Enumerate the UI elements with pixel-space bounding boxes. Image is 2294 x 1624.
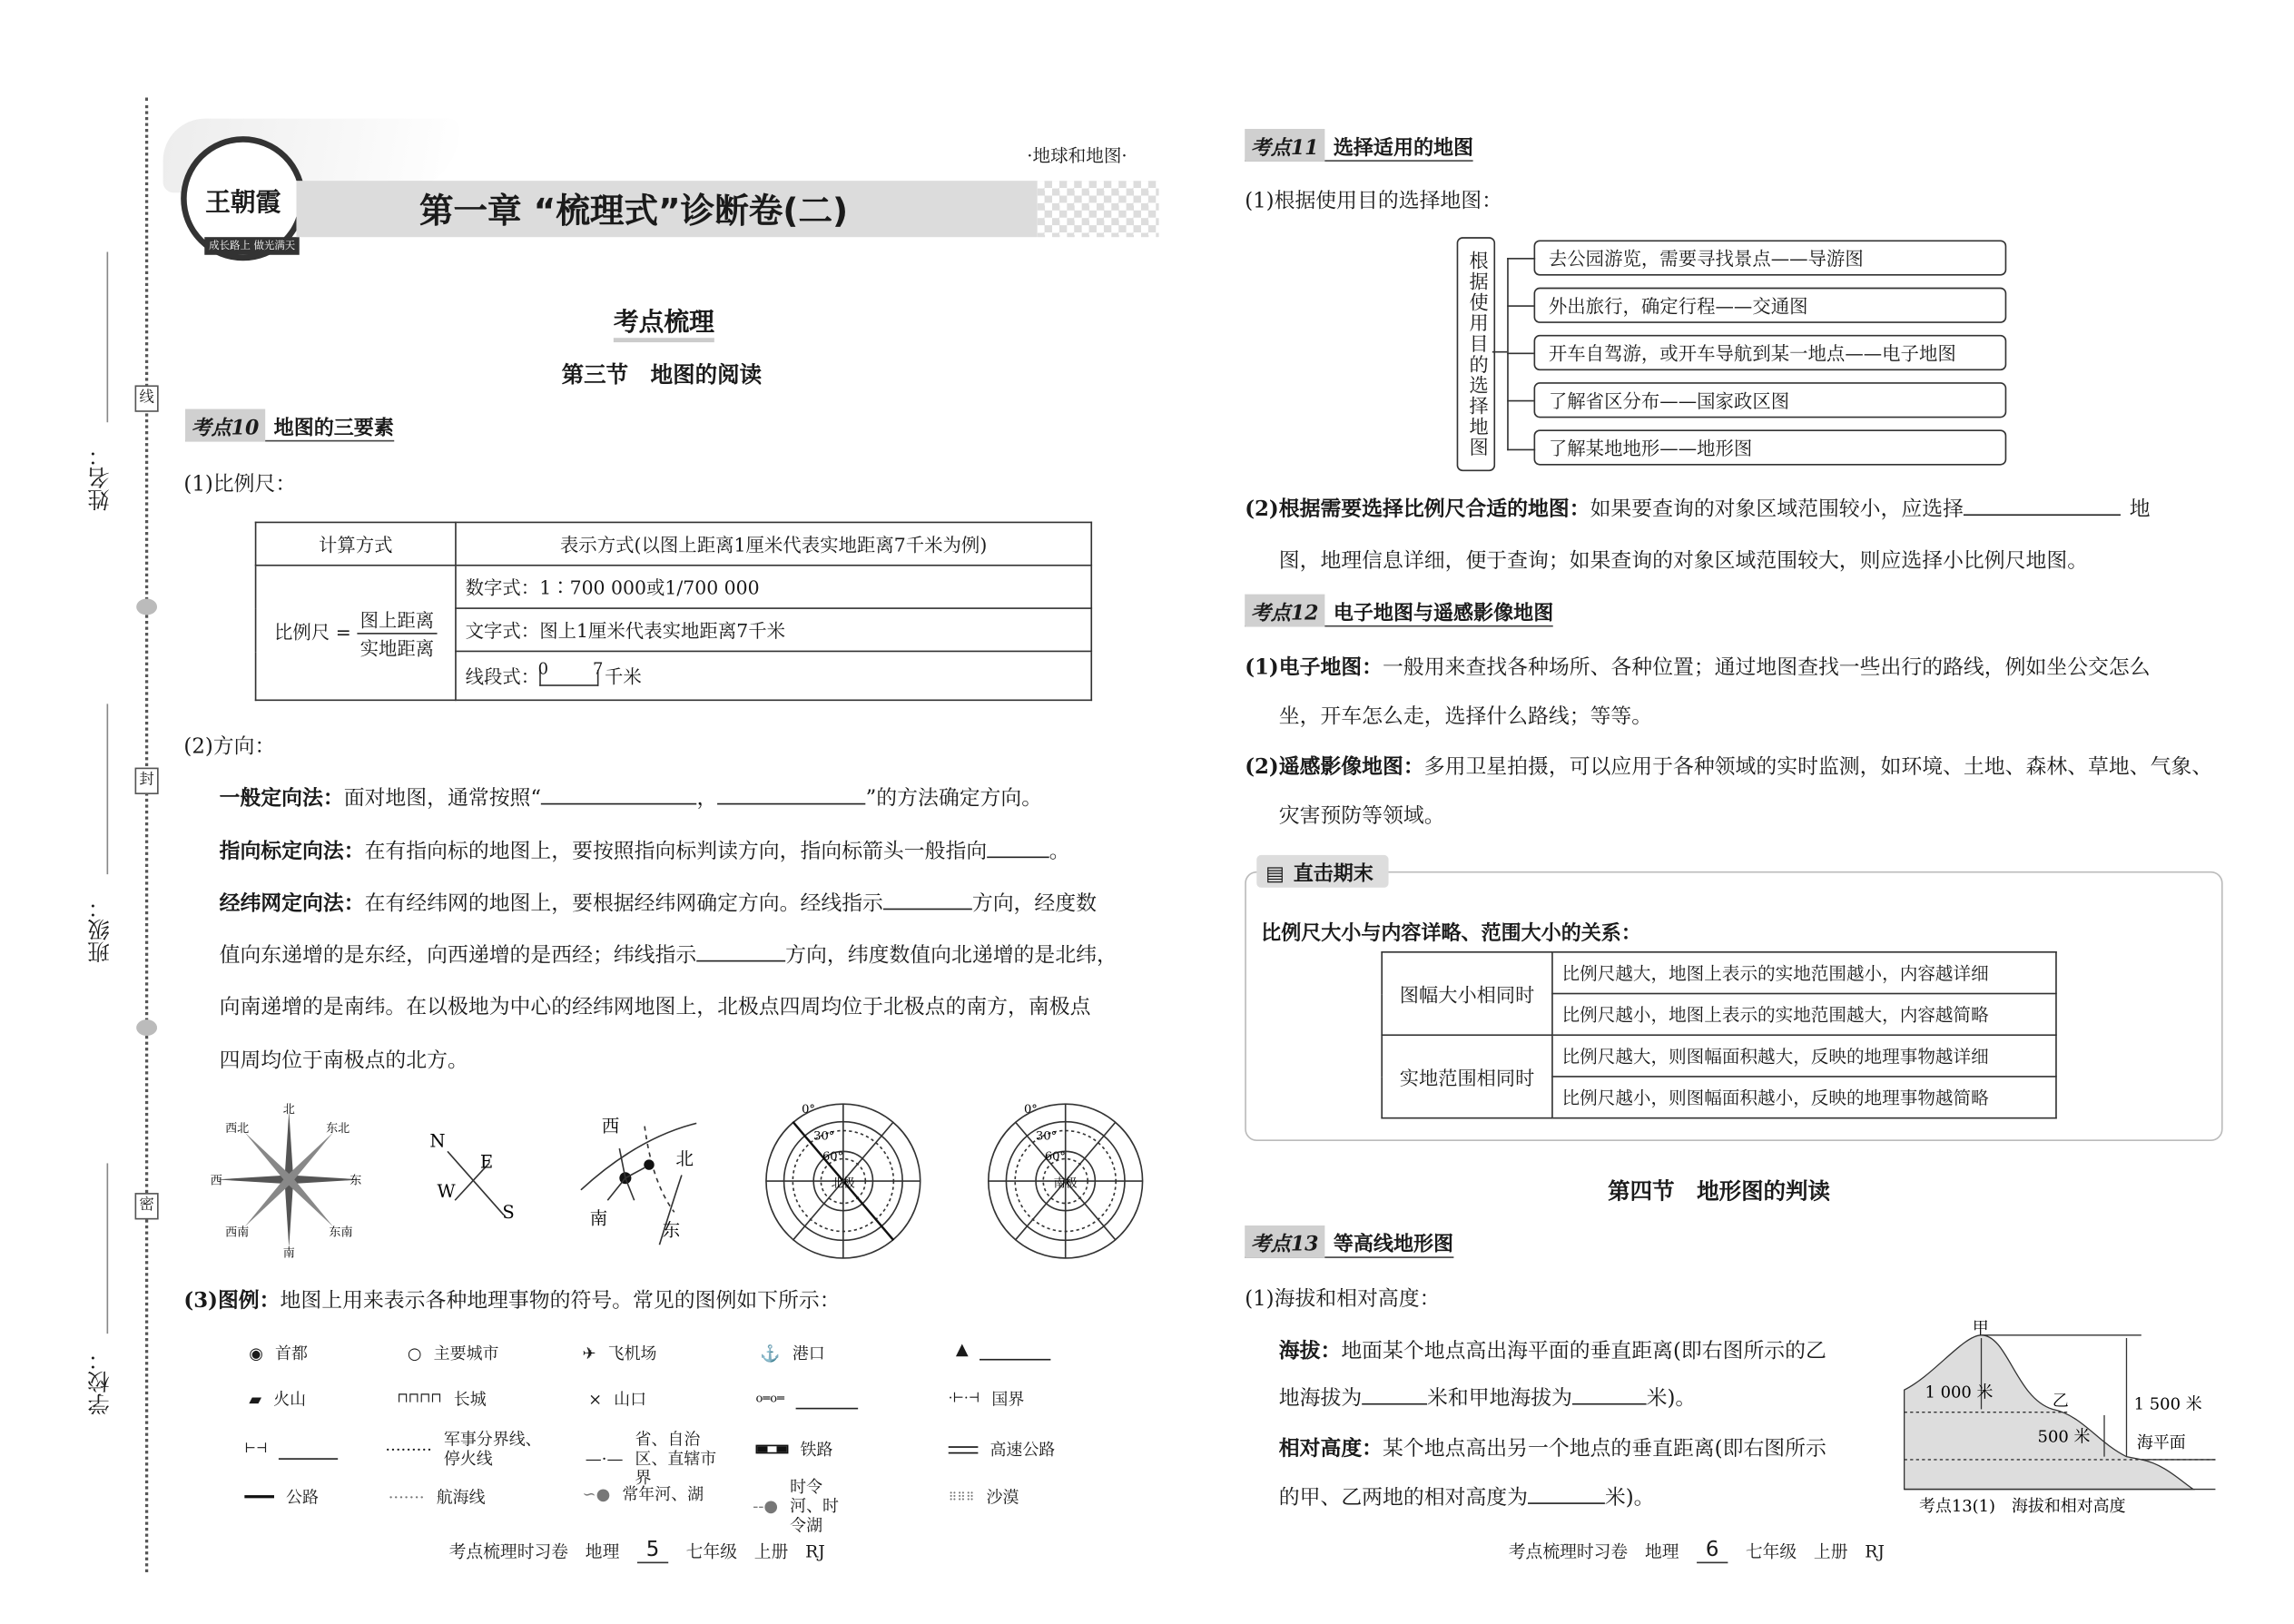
kp10-badge	[185, 410, 394, 441]
altitude-p2-l2	[1279, 1481, 1655, 1511]
legend-greatwall	[397, 1387, 486, 1411]
seal-mark-feng: 封	[135, 768, 159, 794]
answer-blank[interactable]	[280, 1437, 339, 1459]
legend-expressway	[949, 1437, 1056, 1461]
label-yi: 乙	[2052, 1392, 2069, 1412]
line-form	[456, 651, 1091, 700]
text: 如果要查询的对象区域范围较小，应选择	[1590, 497, 1964, 522]
footer-text: 七年级 上册 RJ	[685, 1540, 825, 1561]
label-1500m: 1 500 米	[2133, 1394, 2202, 1414]
text: 多用卫星拍摄，可以应用于各种领域的实时监测，如环境、土地、森林、草地、气象、	[1423, 755, 2213, 780]
direction-pointer	[220, 836, 1070, 866]
cross-w: W	[437, 1180, 456, 1202]
legend-text: 主要城市	[433, 1343, 499, 1363]
legend-river	[583, 1481, 704, 1505]
label-500m: 500 米	[2037, 1427, 2091, 1447]
term: 海拔：	[1278, 1339, 1342, 1363]
brand-logo-text: 王朝霞	[205, 187, 281, 218]
arrow-n: 北	[675, 1148, 694, 1170]
book-icon: ▤	[1265, 862, 1285, 887]
text: 值向东递增的是东经，向西递增的是西经；纬线指示	[219, 943, 697, 968]
emap-l2: 坐，开车怎么走，选择什么路线；等等。	[1278, 705, 1653, 730]
undetermined-border-icon: ⊢⊣	[244, 1441, 268, 1456]
school-line	[107, 1163, 109, 1334]
denominator: 实地距离	[359, 636, 435, 659]
tree-connector	[1507, 353, 1533, 355]
checker-decoration	[1038, 181, 1159, 237]
volcano-icon: ▰	[249, 1389, 262, 1409]
legend-text: 国界	[991, 1390, 1025, 1410]
direction-general	[220, 782, 1043, 812]
class-line	[107, 704, 109, 874]
altitude-p1-l1	[1279, 1335, 1826, 1365]
term: 指向标定向法：	[219, 840, 365, 864]
airplane-icon: ✈	[582, 1343, 596, 1363]
school-label: 学校：	[85, 1348, 113, 1415]
text: 某个地点高出另一个地点的垂直距离(即右图所示	[1383, 1437, 1826, 1462]
legend-text: 山口	[614, 1390, 647, 1410]
text: 在有经纬网的地图上，要根据经纬网确定方向。经线指示	[364, 891, 883, 916]
legend-text: 公路	[286, 1487, 319, 1508]
line-form-prefix: 线段式：	[465, 664, 540, 688]
seal-mark-xian: 线	[135, 385, 159, 411]
scale-bar-unit: 千米	[605, 664, 642, 688]
kp10-title: 地图的三要素	[273, 416, 394, 440]
seal-mark-mi: 密	[135, 1193, 159, 1219]
legend-border	[949, 1387, 1025, 1411]
purpose-item: 了解某地地形——地形图	[1534, 429, 2007, 465]
legend-undetermined	[244, 1437, 339, 1459]
answer-blank[interactable]	[696, 940, 785, 961]
border-line-icon: ·⊢·⊣	[948, 1391, 980, 1407]
name-label: 姓名：	[85, 444, 113, 512]
legend-city	[408, 1341, 499, 1364]
scale-choice-l1	[1245, 494, 2150, 524]
section-heading: 考点梳理	[614, 300, 714, 342]
tree-connector	[1507, 400, 1533, 402]
legend-railway	[756, 1437, 833, 1461]
page-number: 6	[1697, 1538, 1728, 1563]
purpose-item: 了解省区分布——国家政区图	[1534, 382, 2007, 418]
text: 地面某个地点高出海平面的垂直距离(即右图所示的乙	[1341, 1339, 1826, 1363]
text: ”的方法确定方向。	[865, 786, 1043, 811]
desert-icon: ⠿⠿⠿	[948, 1490, 975, 1504]
page-number: 5	[637, 1538, 668, 1563]
polar1-deg60: 60°	[822, 1150, 844, 1165]
legend-intro	[183, 1284, 840, 1314]
arrow-e: 东	[662, 1219, 681, 1241]
scale-label: (1)比例尺：	[183, 472, 297, 497]
south-polar-grid-diagram	[986, 1101, 1146, 1261]
pointer-arrow-diagram	[578, 1108, 712, 1245]
term: (2)遥感影像地图：	[1245, 755, 1424, 780]
arrow-s: 南	[589, 1207, 608, 1229]
altitude-label: (1)海拔和相对高度：	[1245, 1287, 1441, 1312]
name-line	[107, 252, 109, 423]
rose-nw: 西北	[225, 1122, 250, 1137]
kp12-badge	[1245, 595, 1553, 626]
direction-grid-l4: 四周均位于南极点的北方。	[219, 1048, 468, 1073]
text: 米和甲地海拔为	[1427, 1386, 1572, 1412]
final-exam-tab-text: 直击期末	[1293, 862, 1373, 887]
legend-text: 铁路	[800, 1440, 833, 1460]
legend-volcano	[249, 1387, 306, 1411]
altitude-figure	[1905, 1319, 2216, 1517]
relationship-row: 比例尺越大，则图幅面积越大，反映的地理事物越详细	[1552, 1035, 2056, 1077]
legend-capital	[249, 1341, 308, 1364]
legend-text: 军事分界线、停火线	[443, 1430, 542, 1469]
purpose-root-box	[1457, 237, 1495, 471]
purpose-item: 开车自驾游，或开车导航到某一地点——电子地图	[1534, 335, 2007, 370]
text: 方向，纬度数值向北递增的是北纬，	[785, 943, 1117, 968]
text: 米)。	[1604, 1486, 1655, 1511]
legend-road	[244, 1485, 319, 1509]
road-icon	[244, 1495, 274, 1498]
text: 。	[1049, 840, 1070, 864]
section4-heading: 第四节 地形图的判读	[1608, 1177, 1831, 1206]
answer-blank[interactable]	[987, 836, 1049, 858]
legend-text: 省、自治区、直辖市界	[635, 1430, 717, 1488]
altitude-p1-l2	[1279, 1383, 1696, 1412]
page-title: 第一章 “梳理式”诊断卷(二)	[418, 192, 849, 231]
text: 米)。	[1646, 1386, 1697, 1412]
footer-text: 七年级 上册 RJ	[1745, 1540, 1885, 1561]
text: 地	[2129, 497, 2151, 522]
altitude-p2-l1	[1279, 1433, 1826, 1463]
text: 地海拔为	[1278, 1386, 1363, 1412]
scale-bar-zero: 0	[537, 659, 549, 679]
purpose-item: 外出旅行，确定行程——交通图	[1534, 288, 2007, 323]
railway-icon	[756, 1445, 789, 1454]
emap-l1	[1245, 652, 2150, 682]
kp11-tag: 考点11	[1245, 129, 1324, 162]
legend-text: 首都	[274, 1343, 308, 1363]
term: (2)根据需要选择比例尺合适的地图：	[1245, 497, 1590, 522]
direction-grid-l2	[220, 940, 1117, 969]
legend-peak	[956, 1338, 1051, 1360]
text: ，	[696, 786, 718, 811]
scale-bar-seven: 7	[592, 659, 604, 679]
legend-text: 时令河、时令湖	[790, 1477, 840, 1536]
legend-airport	[583, 1341, 657, 1364]
binding-dotted-line	[145, 98, 148, 1572]
cross-n: N	[429, 1130, 446, 1152]
legend-seasonal	[753, 1478, 849, 1536]
kp13-title: 等高线地形图	[1333, 1233, 1454, 1257]
brand-slogan-banner: 成长路上 做光满天	[204, 237, 300, 255]
answer-blank[interactable]	[541, 782, 696, 804]
legend-label: (3)图例：	[183, 1289, 281, 1314]
sea-route-icon: ·······	[388, 1487, 425, 1507]
scale-table-header-form: 表示方式(以图上距离1厘米代表实地距离7千米为例)	[456, 522, 1091, 565]
legend-text: 长城	[453, 1390, 487, 1410]
mountain-pass-icon: ×	[588, 1389, 603, 1409]
formula-fraction	[357, 605, 437, 660]
river-lake-icon: ∽●	[582, 1483, 611, 1504]
relationship-row: 比例尺越小，则图幅面积越小，反映的地理事物越简略	[1552, 1077, 2056, 1118]
legend-province	[586, 1430, 727, 1488]
legend-sea-route	[389, 1485, 486, 1509]
legend-text: 港口	[792, 1343, 825, 1363]
legend-text: 航海线	[436, 1487, 486, 1508]
relationship-row: 比例尺越大，地图上表示的实地范围越小，内容越详细	[1552, 952, 2056, 994]
kp11-badge	[1245, 131, 1473, 162]
kp12-tag: 考点12	[1245, 595, 1324, 627]
formula-prefix: 比例尺 =	[274, 620, 351, 643]
legend-pass	[588, 1387, 646, 1411]
rose-sw: 西南	[225, 1225, 250, 1240]
footer-text: 考点梳理时习卷 地理	[1508, 1540, 1679, 1561]
answer-blank[interactable]	[1964, 494, 2121, 516]
section-tag: ·地球和地图·	[1027, 144, 1127, 166]
term: 经纬网定向法：	[219, 891, 365, 916]
legend-text: 常年河、湖	[622, 1484, 704, 1504]
final-exam-tab	[1256, 855, 1388, 888]
tree-connector	[1507, 305, 1533, 307]
label-1000m: 1 000 米	[1925, 1383, 1994, 1403]
swirl-icon	[136, 1019, 157, 1036]
relationship-row: 比例尺越小，地图上表示的实地范围越大，内容越简略	[1552, 994, 2056, 1036]
scale-formula-cell	[256, 566, 456, 701]
legend-text: 火山	[273, 1390, 307, 1410]
kp13-tag: 考点13	[1245, 1225, 1324, 1258]
cross-s: S	[502, 1201, 515, 1223]
polar2-deg30: 30°	[1036, 1129, 1058, 1144]
kp12-title: 电子地图与遥感影像地图	[1333, 601, 1554, 625]
rose-se: 东南	[329, 1225, 353, 1240]
answer-blank[interactable]	[980, 1338, 1051, 1360]
polar1-deg30: 30°	[813, 1129, 835, 1144]
legend-blank-symbol	[756, 1387, 859, 1409]
term: 一般定向法：	[219, 786, 344, 811]
rose-w: 西	[210, 1174, 222, 1188]
term: (1)电子地图：	[1245, 656, 1383, 681]
scale-bar	[537, 659, 604, 686]
scale-relationship-table	[1381, 951, 2056, 1118]
text: 一般用来查找各种场所、各种位置；通过地图查找一些出行的路线，例如坐公交怎么	[1383, 656, 2151, 681]
scale-table-header-calc: 计算方式	[256, 522, 456, 565]
rose-e: 东	[350, 1174, 362, 1188]
polar2-deg0: 0°	[1023, 1102, 1038, 1117]
answer-blank[interactable]	[883, 888, 972, 910]
left-footer	[449, 1538, 825, 1563]
dotted-line-icon: ·········	[385, 1439, 432, 1460]
capital-icon: ◉	[249, 1343, 263, 1363]
legend-text: 沙漠	[986, 1487, 1019, 1508]
rose-ne: 东北	[326, 1122, 350, 1137]
group-label: 图幅大小相同时	[1382, 952, 1552, 1035]
purpose-root-text: 根据使用目的选择地图	[1464, 250, 1488, 458]
answer-blank[interactable]	[717, 782, 865, 804]
direction-grid-l1	[220, 888, 1097, 918]
dam-symbol-icon: o═o═	[755, 1391, 784, 1405]
cross-e: E	[479, 1151, 494, 1173]
answer-blank[interactable]	[1572, 1383, 1647, 1404]
swirl-icon	[136, 598, 157, 615]
final-exam-title: 比例尺大小与内容详略、范围大小的关系：	[1261, 921, 1641, 946]
direction-cross-diagram	[422, 1127, 526, 1230]
seasonal-river-icon: ‐‐●	[753, 1496, 779, 1516]
text: 方向，经度数	[971, 891, 1097, 916]
answer-blank[interactable]	[1362, 1383, 1427, 1404]
polar1-deg0: 0°	[802, 1102, 815, 1117]
legend-port	[760, 1341, 824, 1364]
legend-text: 高速公路	[989, 1440, 1056, 1460]
rose-s: 南	[282, 1246, 295, 1261]
tree-connector	[1492, 351, 1507, 353]
polar2-deg60: 60°	[1044, 1150, 1066, 1165]
kp13-badge	[1245, 1227, 1453, 1258]
section-subheading: 第三节 地图的阅读	[561, 361, 763, 389]
anchor-icon: ⚓	[760, 1343, 781, 1363]
polar1-center: 北极	[831, 1176, 855, 1191]
kp11-title: 选择适用的地图	[1333, 136, 1474, 161]
footer-text: 考点梳理时习卷 地理	[448, 1540, 620, 1561]
kp10-tag: 考点10	[185, 409, 265, 442]
text: 面对地图，通常按照“	[343, 786, 542, 811]
group-label: 实地范围相同时	[1382, 1035, 1552, 1117]
class-label: 班级：	[85, 896, 113, 964]
purpose-item: 去公园游览，需要寻找景点——导游图	[1534, 240, 2007, 275]
rose-n: 北	[282, 1102, 295, 1117]
scale-choice-l2: 图，地理信息详细，便于查询；如果查询的对象区域范围较大，则应选择小比例尺地图。	[1278, 549, 2089, 574]
arrow-w: 西	[601, 1116, 620, 1137]
rs-l1	[1245, 752, 2212, 782]
text: 的甲、乙两地的相对高度为	[1278, 1486, 1529, 1511]
legend-military	[385, 1430, 550, 1468]
answer-blank[interactable]	[796, 1387, 859, 1409]
purpose-label: (1)根据使用目的选择地图：	[1245, 189, 1502, 214]
compass-rose-diagram	[208, 1099, 362, 1261]
text-form: 文字式：图上1厘米代表实地距离7千米	[456, 608, 1091, 651]
legend-desert	[949, 1485, 1019, 1509]
legend-text: 地图上用来表示各种地理事物的符号。常见的图例如下所示：	[280, 1289, 841, 1314]
mountain-peak-icon: ▲	[955, 1339, 969, 1359]
numerator: 图上距离	[357, 605, 437, 634]
term: 相对高度：	[1278, 1437, 1383, 1462]
answer-blank[interactable]	[1528, 1481, 1605, 1503]
numeric-form: 数字式：1∶700 000或1/700 000	[456, 566, 1091, 608]
text: 在有指向标的地图上，要按照指向标判读方向，指向标箭头一般指向	[364, 840, 988, 864]
direction-label: (2)方向：	[183, 734, 276, 759]
direction-grid-l3: 向南递增的是南纬。在以极地为中心的经纬网地图上，北极点四周均位于北极点的南方，南极点	[219, 995, 1091, 1020]
label-jia: 甲	[1972, 1319, 1989, 1339]
rs-l2: 灾害预防等领域。	[1278, 804, 1445, 829]
label-sea-level: 海平面	[2136, 1432, 2186, 1452]
legend-text: 飞机场	[607, 1343, 657, 1363]
north-polar-grid-diagram	[763, 1101, 923, 1261]
figure-caption: 考点13(1) 海拔和相对高度	[1918, 1497, 2126, 1517]
city-icon: ○	[407, 1343, 422, 1363]
polar2-center: 南极	[1053, 1176, 1078, 1191]
dash-dot-line-icon: —·—	[585, 1449, 624, 1469]
scale-table	[255, 522, 1092, 702]
right-footer	[1509, 1538, 1885, 1563]
great-wall-icon: ⊓⊓⊓⊓	[397, 1391, 442, 1407]
expressway-icon	[949, 1445, 979, 1452]
